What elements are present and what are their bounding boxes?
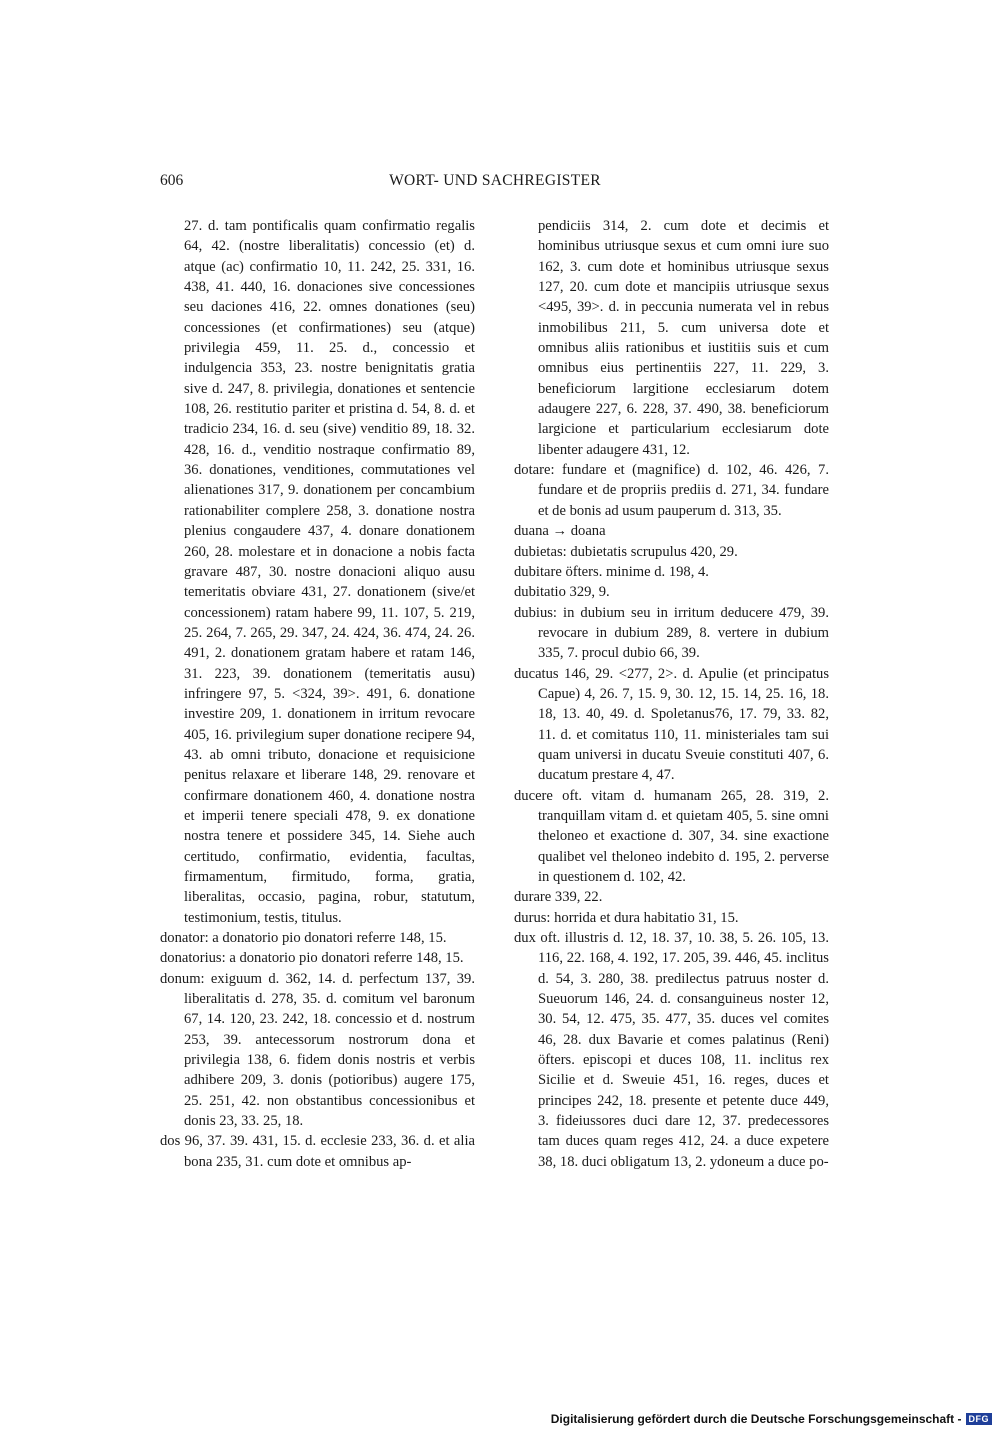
- index-entry-dubitatio: dubitatio 329, 9.: [514, 584, 610, 601]
- footer-funding-note: [551, 1411, 992, 1427]
- funding-text: Digitalisierung gefördert durch die Deutsche Forschungsgemeinschaft -: [550, 1412, 962, 1426]
- index-entry-dubius: dubius: in dubium seu in irritum deducere 479, 39. revocare in dubium 289, 8. vertere in dubium 335, 7. procul dubio 66, 39.: [514, 604, 829, 662]
- page-header: [160, 172, 830, 194]
- index-entry-continuation: pendiciis 314, 2. cum dote et decimis et hominibus utriusque sexus et cum omni iure suo 162, 3. cum dote et hominibus utriusque sexus 127, 20. cum dote et mancipiis utriusque sexus <495, 39>. d. in peccunia numerata vel in rebus inmobilibus 211, 5. cum universa dote et omnibus aliis rationibus et iustitiis suis et cum omnibus eius pertinentiis 227, 11. 229, 3. beneficiorum largitione ecclesiarum dotem adaugere 227, 6. 228, 37. 490, 38. beneficiorum largicione et particularium ecclesiarum dote libenter adaugere 431, 12.: [538, 218, 829, 458]
- index-entry-dux: dux oft. illustris d. 12, 18. 37, 10. 38, 5. 26. 105, 13. 116, 22. 168, 4. 192, 17. 205, 39. 446, 45. inclitus d. 54, 3. 280, 38. predilectus patruus noster d. Sueuorum 146, 24. d. consanguineus noster 12, 30. 54, 12. 475, 35. 477, 35. duces vel comites 46, 28. dux Bavarie et comes palatinus (Reni) öfters. episcopi et duces 108, 11. inclitus rex Sicilie et d. Sweuie 451, 16. reges, duces et principes 242, 18. presente et petente duce 449, 3. fideiussores duci dare 12, 37. predecessores tam duces quam reges 412, 24. a duce expetere 38, 18. duci obligatum 13, 2. ydoneum a duce po-: [514, 930, 829, 1170]
- page-number: 606: [160, 172, 184, 189]
- left-column: [160, 216, 475, 1172]
- running-title: WORT- UND SACHREGISTER: [389, 172, 601, 189]
- index-entry-donator: donator: a donatorio pio donatori referre 148, 15.: [160, 930, 447, 947]
- index-entry-donatorius: donatorius: a donatorio pio donatori referre 148, 15.: [160, 950, 464, 967]
- index-entry-ducere: ducere oft. vitam d. humanam 265, 28. 319, 2. tranquillam vitam d. et quietam 405, 5. sine omni theloneo et exactione d. 307, 34. sine exactione qualibet vel theloneo indebito d. 195, 2. perverse in questionem d. 102, 42.: [514, 787, 829, 885]
- index-entry-donum: donum: exiguum d. 362, 14. d. perfectum 137, 39. liberalitatis d. 278, 35. d. comitum vel baronum 67, 14. 120, 23. 242, 18. concessio et d. nostrum 253, 39. antecessorum nostrorum dona et privilegia 138, 6. fidem donis nostris et verbis adhibere 209, 3. donis (potioribus) augere 175, 25. 251, 42. non obstantibus concessionibus et donis 23, 33. 25, 18.: [160, 970, 475, 1130]
- dfg-logo: DFG: [966, 1413, 993, 1425]
- index-entry-duana: duana → doana: [514, 523, 606, 540]
- index-entry-ducatus: ducatus 146, 29. <277, 2>. d. Apulie (et principatus Capue) 4, 26. 7, 15. 9, 30. 12, 15. 14, 25. 16, 18. 18, 13. 40, 49. d. Spoletanus76, 17. 79, 33. 82, 11. d. et comitatus 110, 11. ministeriales tam sui quam universi in ducatu Sveuie constituti 407, 6. ducatum prestare 4, 47.: [514, 665, 829, 784]
- right-column: [514, 216, 829, 1172]
- index-entry-dubietas: dubietas: dubietatis scrupulus 420, 29.: [514, 543, 738, 560]
- index-entry-dos: dos 96, 37. 39. 431, 15. d. ecclesie 233, 36. d. et alia bona 235, 31. cum dote et omnibus ap-: [160, 1133, 475, 1170]
- index-entry-durus: durus: horrida et dura habitatio 31, 15.: [514, 909, 739, 926]
- index-entry-dotare: dotare: fundare et (magnifice) d. 102, 46. 426, 7. fundare et de propriis prediis d. 271, 34. fundare et de bonis ad usum pauperum d. 313, 35.: [514, 462, 829, 519]
- index-entry-dubitare: dubitare öfters. minime d. 198, 4.: [514, 563, 709, 580]
- index-entry-continuation: 27. d. tam pontificalis quam confirmatio regalis 64, 42. (nostre liberalitatis) concessio (et) d. atque (ac) confirmatio 10, 11. 242, 25. 331, 16. 438, 41. 440, 16. donaciones sive concessiones seu daciones 416, 22. omnes donationes (seu) concessiones (et confirmationes) seu (atque) privilegia 459, 11. 25. d., concessio et indulgencia 353, 23. nostre benignitatis gratia sive d. 247, 8. privilegia, donationes et sentencie 108, 26. restitutio pariter et pristina d. 54, 8. d. et tradicio 234, 16. d. seu (sive) venditio 89, 18. 32. 428, 16. d., venditio nostraque confirmatio 89, 36. donationes, venditiones, commutationes vel alienationes 317, 9. donationem per concambium rationabiliter complere 258, 3. donatione nostra plenius congaudere 437, 4. donare donationem 260, 28. molestare et in donacione a nobis facta gravare 487, 30. nostre donacioni aliquo ausu temeritatis obviare 431, 27. donationem (sive/et concessionem) ratam habere 99, 11. 107, 5. 219, 25. 264, 7. 265, 29. 347, 24. 424, 36. 474, 24. 26. 491, 2. donationem gratam habere et ratam 146, 31. 223, 39. donationem (temeritatis ausu) infringere 97, 5. <324, 39>. 491, 6. donatione investire 209, 1. donationem in irritum revocare 405, 16. privilegium super donatione recipere 94, 43. ab omni tributo, donacione et requisicione penitus relaxare et liberare 148, 29. renovare et confirmare donationem 460, 4. donatione nostra et imperii tenere speciali 478, 9. ex donatione nostra tenere et possidere 345, 14. Siehe auch certitudo, confirmatio, evidentia, facultas, firmamentum, firmitudo, forma, gratia, liberalitas, occasio, pagina, robur, statutum, testimonium, testis, titulus.: [184, 218, 475, 926]
- index-entry-durare: durare 339, 22.: [514, 889, 603, 906]
